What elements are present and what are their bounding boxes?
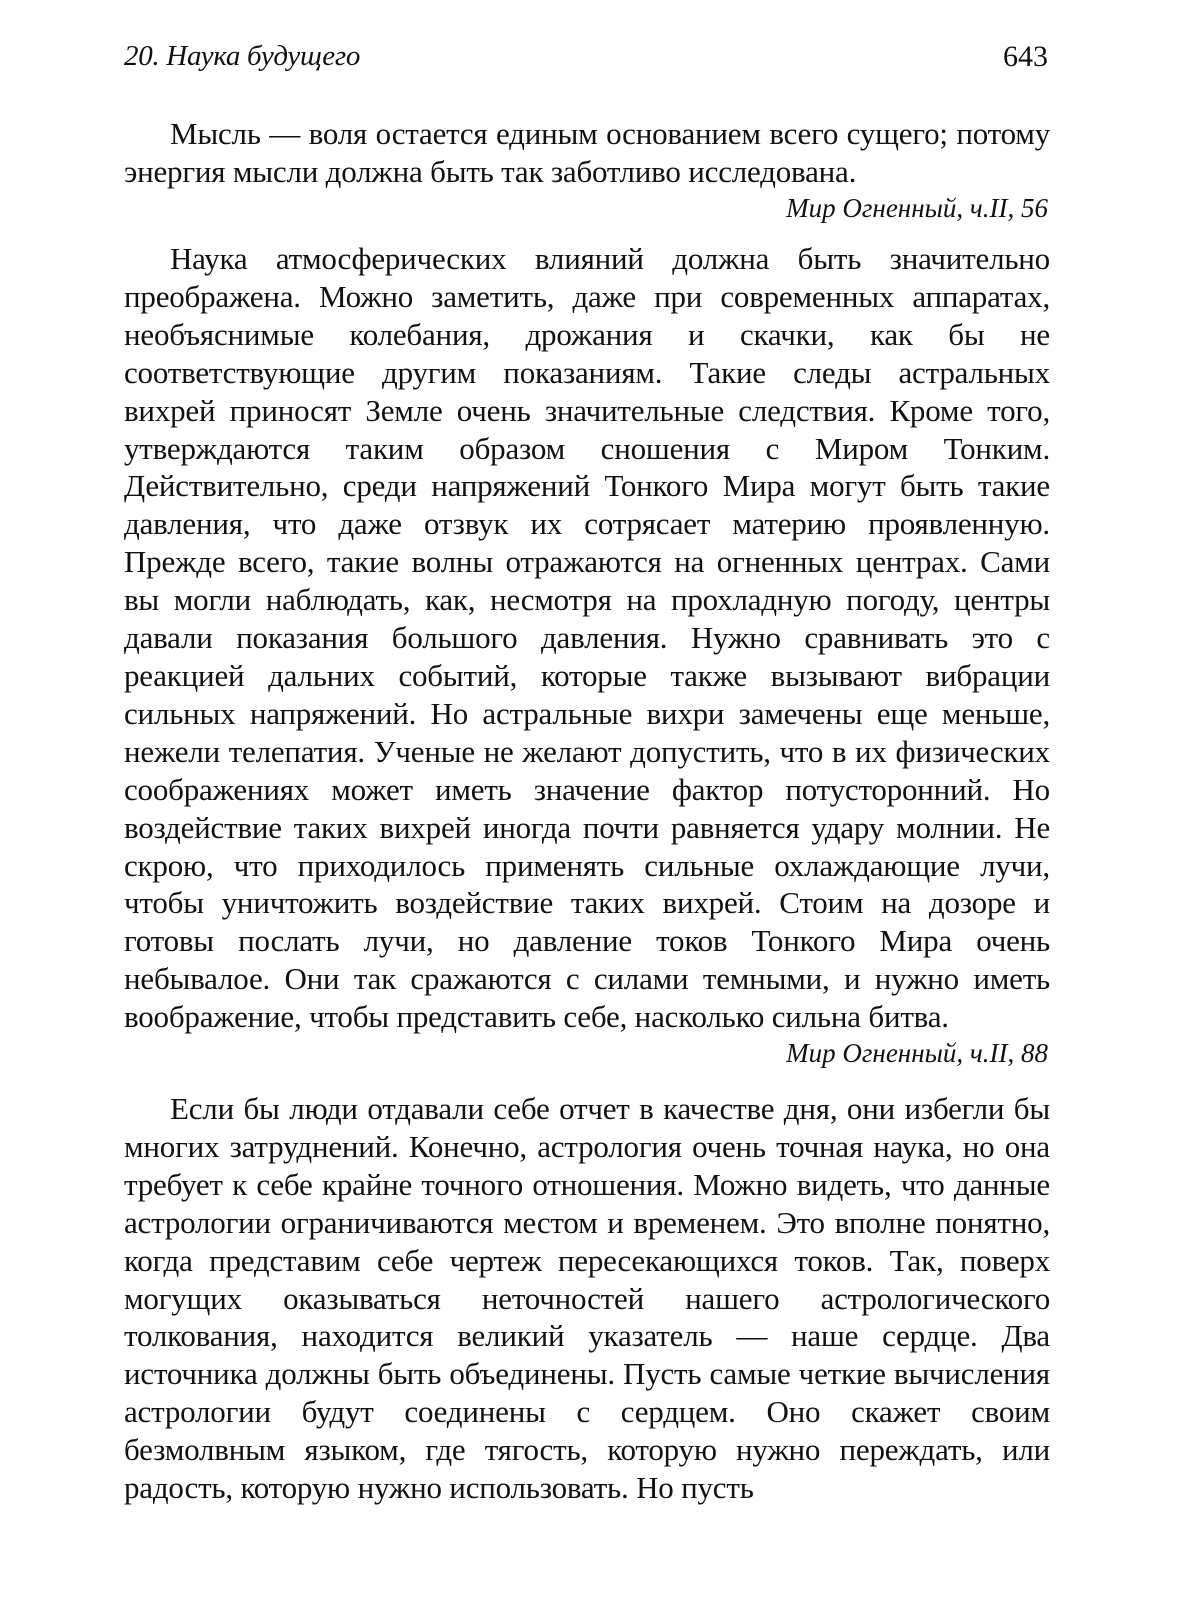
source-citation-2: Мир Огненный, ч.II, 88 <box>786 1038 1048 1069</box>
book-page <box>124 0 1050 1600</box>
quote-block-1 <box>124 115 1050 225</box>
paragraph-atmospheric-influences: Наука атмосферических влияний должна быть значительно преображена. Можно заметить, даже при современных аппаратах, необъяснимые колебания, дрожания и скачки, как бы не соответствующие другим показаниям. Такие следы астральных вихрей приносят Земле очень значительные следствия. Кроме того, утверждаются таким образом сношения с Миром Тонким. Действительно, среди напряжений Тонкого Мира могут быть такие давления, что даже отзвук их сотрясает материю проявленную. Прежде всего, такие волны отражаются на огненных центрах. Сами вы могли наблюдать, как, несмотря на прохладную погоду, центры давали показания большого давления. Нужно сравнивать это с реакцией дальних событий, которые также вызывают вибрации сильных напряжений. Но астральные вихри замечены еще меньше, нежели телепатия. Ученые не желают допустить, что в их физических соображениях может иметь значение фактор потусторонний. Но воздействие таких вихрей иногда почти равняется удару молнии. Не скрою, что приходилось применять сильные охлаждающие лучи, чтобы уничтожить воздействие таких вихрей. Стоим на дозоре и готовы послать лучи, но давление токов Тонкого Мира очень небывалое. Они так сражаются с силами темными, и нужно иметь воображение, чтобы представить себе, насколько сильна битва. <box>124 241 1050 1035</box>
quote-block-2 <box>124 240 1050 1070</box>
page-number: 643 <box>1003 40 1048 73</box>
paragraph-astrology: Если бы люди отдавали себе отчет в качестве дня, они избегли бы многих затруднений. Конечно, астрология очень точная наука, но она требует к себе крайне точного отношения. Можно видеть, что данные астрологии ограничиваются местом и временем. Это вполне понятно, когда представим себе чертеж пересекающихся токов. Так, поверх могущих оказываться неточностей нашего астрологического толкования, находится великий указатель — наше сердце. Два источника должны быть объединены. Пусть самые четкие вычисления астрологии будут соединены с сердцем. Оно скажет своим безмолвным языком, где тягость, которую нужно переждать, или радость, которую нужно использовать. Но пусть <box>124 1091 1050 1506</box>
source-citation-1: Мир Огненный, ч.II, 56 <box>786 192 1048 223</box>
chapter-title: 20. Наука будущего <box>124 40 361 72</box>
quote-block-3 <box>124 1090 1050 1507</box>
running-head <box>124 40 1050 80</box>
paragraph-thought-will: Мысль — воля остается единым основанием всего сущего; потому энергия мысли должна быть так заботливо исследована. <box>124 116 1050 189</box>
